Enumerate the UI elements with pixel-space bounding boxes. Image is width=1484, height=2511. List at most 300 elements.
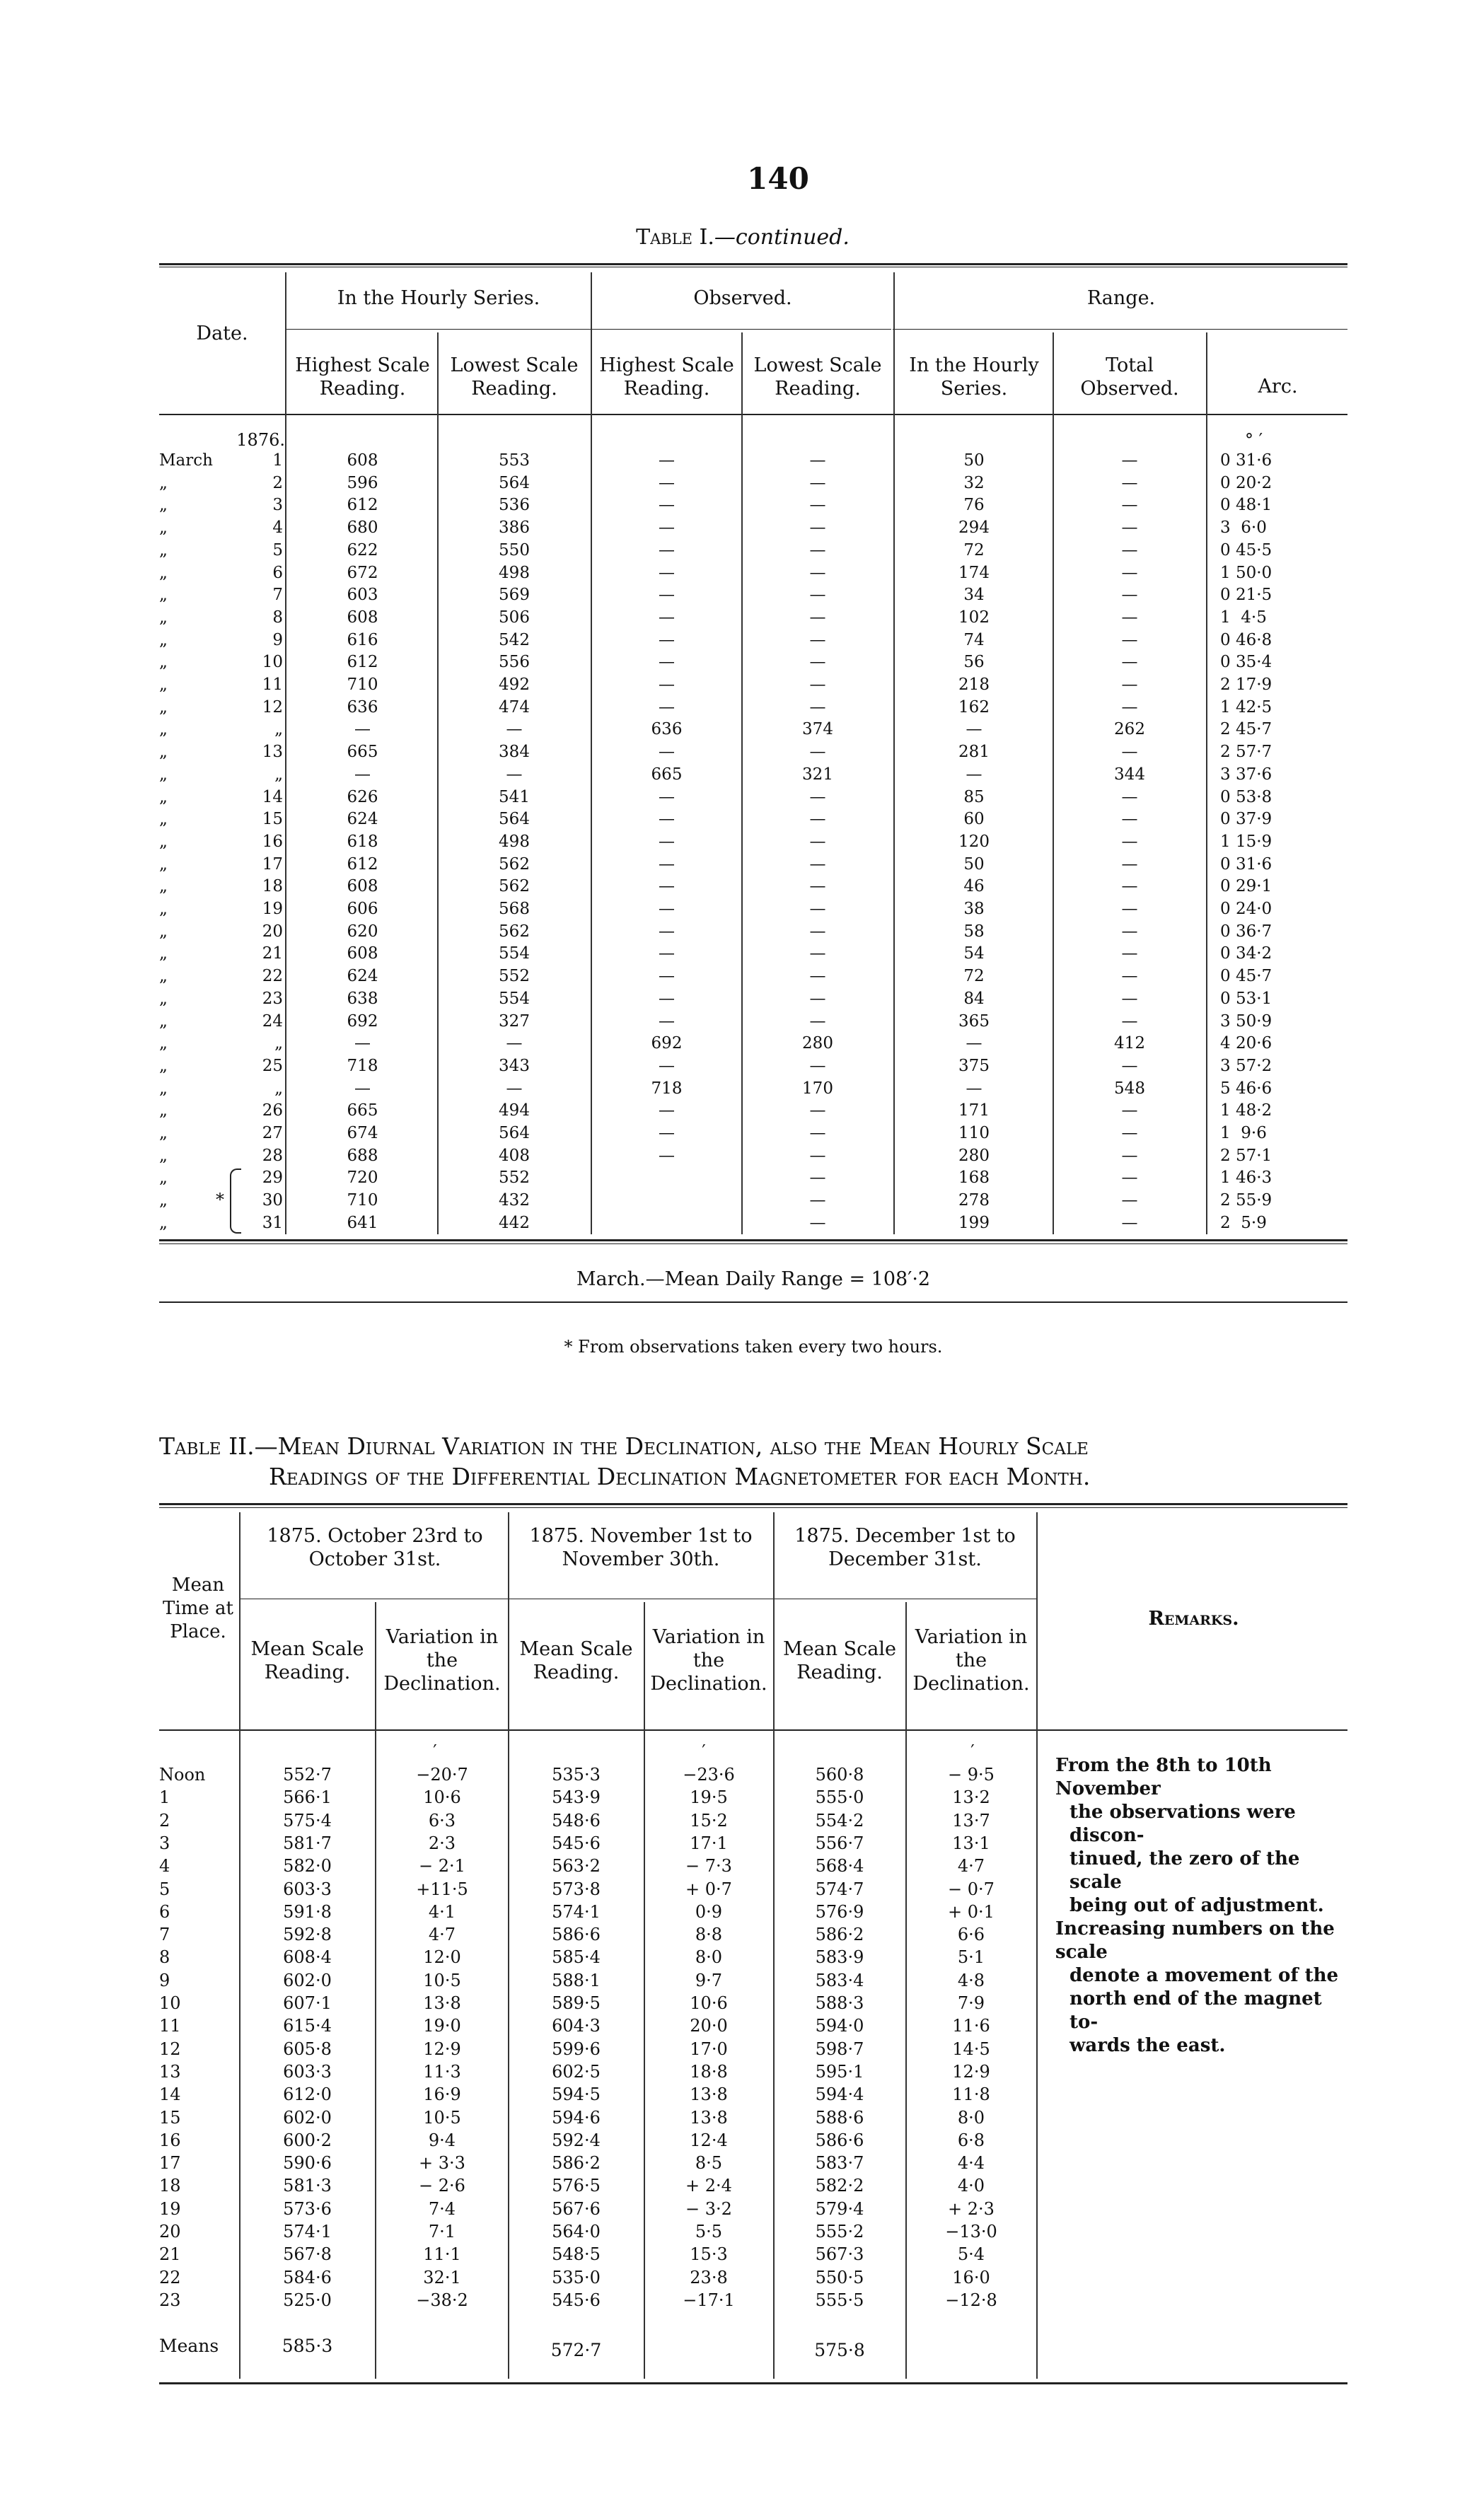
t1-cell-olow: — (809, 922, 826, 941)
t1-cell-month: „ (159, 900, 168, 918)
t1-cell-high: 710 (347, 675, 378, 694)
t1-cell-ohigh: — (659, 540, 675, 559)
table2-header-rule (159, 1729, 1347, 1731)
t2-cell-hours: 18 (159, 2176, 181, 2196)
table1-title-label: Table I. (636, 225, 714, 250)
t1-cell-olow: 374 (802, 720, 833, 739)
t1-cell-day: „ (274, 1034, 283, 1053)
table2-top-rule-thin (159, 1507, 1347, 1508)
t2-vline-7 (1036, 1512, 1038, 2379)
t2-cell-hours: 3 (159, 1833, 170, 1853)
t1-cell-ohigh: — (659, 563, 675, 582)
t1-cell-low: 498 (499, 563, 530, 582)
t2-cell-nov_var: −17·1 (683, 2290, 735, 2310)
t1-cell-olow: — (809, 1168, 826, 1188)
t2-cell-oct_scale: 590·6 (283, 2153, 332, 2174)
t1-cell-arc: 0 45·7 (1220, 967, 1273, 986)
t1-cell-low: — (506, 765, 523, 784)
remarks-line: denote a movement of the (1069, 1965, 1339, 1986)
t2-cell-dec_scale: 583·9 (815, 1947, 864, 1968)
t2-header-nov-variation: Variation in the Declination. (650, 1626, 767, 1695)
t2-cell-nov_var: 12·4 (690, 2130, 728, 2150)
t1-cell-olow: — (809, 787, 826, 806)
t2-vline-4 (644, 1602, 645, 2379)
t1-cell-olow: — (809, 743, 826, 762)
t1-cell-arc: 0 35·4 (1220, 653, 1273, 672)
t1-cell-range: 76 (963, 496, 985, 515)
t2-cell-nov_scale: 574·1 (552, 1901, 601, 1922)
table1-header-rule (159, 414, 1347, 415)
t1-cell-total: — (1121, 697, 1138, 717)
t1-cell-ohigh: — (659, 877, 675, 896)
t1-cell-arc: 2 55·9 (1220, 1191, 1273, 1210)
t1-cell-high: 608 (347, 877, 378, 896)
t1-cell-total: — (1121, 1213, 1138, 1232)
t1-cell-day: 28 (262, 1146, 283, 1165)
t1-cell-range: 60 (963, 810, 985, 829)
t2-cell-dec_scale: 598·7 (815, 2039, 864, 2059)
t2-cell-hours: 7 (159, 1925, 170, 1945)
t2-cell-oct_var: +11·5 (416, 1879, 468, 1899)
t1-cell-day: 14 (262, 787, 283, 806)
t2-cell-dec_scale: 556·7 (815, 1833, 864, 1853)
t1-cell-range: 74 (963, 630, 985, 649)
t1-cell-arc: 1 48·2 (1220, 1101, 1273, 1120)
t1-cell-low: 542 (499, 630, 530, 649)
t1-cell-low: 569 (499, 586, 530, 605)
t1-mean-line: March.—Mean Daily Range = 108′·2 (576, 1268, 931, 1290)
t1-cell-high: 622 (347, 540, 378, 559)
t2-cell-dec_var: 11·8 (952, 2084, 990, 2105)
t1-cell-total: — (1121, 473, 1138, 492)
t2-cell-oct_scale: 567·8 (283, 2244, 332, 2265)
t1-cell-ohigh: — (659, 473, 675, 492)
t1-cell-total: 344 (1114, 765, 1145, 784)
t1-cell-month: „ (159, 563, 168, 582)
t2-cell-dec_scale: 594·0 (815, 2016, 864, 2036)
t1-cell-arc: 0 37·9 (1220, 810, 1273, 829)
t2-cell-oct_var: 13·8 (423, 1993, 461, 2013)
t2-cell-oct_var: 19·0 (423, 2016, 461, 2036)
t2-cell-nov_scale: 543·9 (552, 1787, 601, 1808)
t2-vline-6 (905, 1602, 907, 2379)
t1-cell-olow: — (809, 540, 826, 559)
t1-cell-high: — (354, 1079, 371, 1098)
t2-cell-nov_scale: 599·6 (552, 2039, 601, 2059)
t2-cell-dec_var: −12·8 (945, 2290, 997, 2310)
t2-header-remarks: Remarks. (1148, 1608, 1239, 1630)
t1-cell-high: 692 (347, 1011, 378, 1031)
table1-subheader-rule (286, 329, 891, 330)
t1-cell-range: 174 (958, 563, 990, 582)
t1-cell-arc: 2 17·9 (1220, 675, 1273, 694)
t1-cell-range: 365 (958, 1011, 990, 1031)
t1-cell-day: 11 (262, 675, 283, 694)
t1-cell-month: „ (159, 1146, 168, 1165)
t1-cell-month: „ (159, 967, 168, 986)
t1-cell-olow: — (809, 1191, 826, 1210)
t1-cell-ohigh: — (659, 1011, 675, 1031)
t2-cell-dec_var: + 2·3 (948, 2198, 995, 2219)
t2-cell-nov_var: 23·8 (690, 2267, 728, 2287)
t2-cell-oct_var: 6·3 (428, 1810, 456, 1831)
t1-header-date: Date. (196, 323, 248, 344)
t1-cell-month: „ (159, 854, 168, 874)
t1-cell-day: 13 (262, 743, 283, 762)
t1-cell-day: 23 (262, 989, 283, 1008)
t2-cell-hours: 13 (159, 2061, 181, 2082)
t1-cell-range: 56 (963, 653, 985, 672)
t1-year: 1876. (236, 430, 285, 450)
t1-cell-high: 638 (347, 989, 378, 1008)
t1-cell-olow: — (809, 832, 826, 851)
t2-cell-oct_scale: 612·0 (283, 2084, 332, 2105)
t1-header-obs-lowest: Lowest Scale Reading. (753, 354, 882, 400)
t1-cell-arc: 1 15·9 (1220, 832, 1273, 851)
t2-cell-nov_var: 9·7 (695, 1970, 723, 1990)
t1-cell-range: 110 (958, 1124, 990, 1142)
table1-bottom-rule-thin (159, 1243, 1347, 1244)
t1-cell-low: 552 (499, 967, 530, 986)
t2-cell-dec_var: 4·4 (957, 2153, 985, 2174)
t1-cell-range: 85 (963, 787, 985, 806)
t2-cell-nov_scale: 604·3 (552, 2016, 601, 2036)
t1-cell-ohigh: — (659, 944, 675, 963)
t1-cell-total: — (1121, 1191, 1138, 1210)
t1-cell-high: 672 (347, 563, 378, 582)
t1-cell-ohigh: — (659, 922, 675, 941)
t1-cell-high: 620 (347, 922, 378, 941)
t2-cell-nov_var: 8·8 (695, 1925, 723, 1945)
t2-cell-oct_var: − 2·1 (419, 1856, 465, 1877)
t1-cell-month: „ (159, 1079, 168, 1098)
t2-cell-nov_scale: 563·2 (552, 1856, 601, 1877)
t2-cell-oct_var: 2·3 (428, 1833, 456, 1853)
t1-cell-arc: 0 36·7 (1220, 922, 1273, 941)
t1-cell-low: 408 (499, 1146, 530, 1165)
t2-cell-dec_var: 5·4 (957, 2244, 985, 2265)
t1-header-observed: Observed. (693, 287, 792, 309)
t1-cell-total: — (1121, 810, 1138, 829)
t1-cell-low: 564 (499, 1124, 530, 1142)
t1-cell-range: 218 (958, 675, 990, 694)
t1-vline-6 (1053, 332, 1054, 1234)
t1-cell-low: — (506, 1079, 523, 1098)
t2-cell-nov_scale: 594·6 (552, 2107, 601, 2128)
t1-cell-low: 442 (499, 1213, 530, 1232)
t1-cell-range: — (966, 1034, 982, 1053)
t2-cell-oct_scale: 581·7 (283, 1833, 332, 1853)
t1-cell-day: 25 (262, 1056, 283, 1075)
t1-cell-ohigh: 718 (651, 1079, 683, 1098)
t2-cell-nov_var: 0·9 (695, 1901, 723, 1922)
t1-cell-month: „ (159, 1034, 168, 1053)
t2-cell-oct_scale: 603·3 (283, 1879, 332, 1899)
t1-cell-range: 168 (958, 1168, 990, 1188)
t1-arc-units: ° ′ (1245, 430, 1263, 450)
t1-cell-olow: — (809, 1101, 826, 1120)
t1-cell-total: — (1121, 1011, 1138, 1031)
t1-cell-range: 72 (963, 540, 985, 559)
t1-cell-high: 720 (347, 1168, 378, 1188)
table1-subheader-rule-2 (893, 329, 1347, 330)
t1-cell-total: — (1121, 563, 1138, 582)
t2-cell-dec_scale: 586·2 (815, 1925, 864, 1945)
t1-cell-month: „ (159, 922, 168, 941)
t1-cell-total: — (1121, 630, 1138, 649)
t1-cell-low: 432 (499, 1191, 530, 1210)
t2-cell-oct_scale: 602·0 (283, 1970, 332, 1990)
t1-cell-high: 618 (347, 832, 378, 851)
t2-cell-dec_var: −13·0 (945, 2222, 997, 2242)
t2-cell-nov_scale: 592·4 (552, 2130, 601, 2150)
t1-cell-olow: — (809, 653, 826, 672)
t1-cell-month: „ (159, 697, 168, 717)
t2-cell-hours: 6 (159, 1901, 170, 1922)
t2-cell-oct_scale: 615·4 (283, 2016, 332, 2036)
t2-cell-nov_var: 5·5 (695, 2222, 723, 2242)
t1-cell-day: 12 (262, 697, 283, 717)
t2-cell-hours: 16 (159, 2130, 181, 2150)
t2-cell-dec_var: 11·6 (952, 2016, 990, 2036)
t1-cell-arc: 4 20·6 (1220, 1034, 1273, 1053)
table2-title-line1: Table II.—Mean Diurnal Variation in the Declination, also the Mean Hourly Scale (159, 1432, 1089, 1460)
t1-cell-arc: 2 57·7 (1220, 743, 1273, 762)
t1-cell-arc: 1 4·5 (1220, 608, 1267, 627)
t1-cell-arc: 1 50·0 (1220, 563, 1273, 582)
t1-cell-high: 680 (347, 518, 378, 538)
t2-cell-hours: 21 (159, 2244, 181, 2265)
t2-cell-dec_var: 14·5 (952, 2039, 990, 2059)
t1-cell-month: „ (159, 832, 168, 851)
t1-cell-arc: 5 46·6 (1220, 1079, 1273, 1098)
t2-cell-oct_var: 12·0 (423, 1947, 461, 1968)
t2-cell-nov_var: 15·3 (690, 2244, 728, 2265)
t1-cell-olow: — (809, 967, 826, 986)
t1-vline-1 (285, 272, 286, 1234)
t1-cell-olow: — (809, 944, 826, 963)
table1-footer-rule (159, 1301, 1347, 1303)
t2-cell-oct_var: 4·1 (428, 1901, 456, 1922)
t2-cell-dec_scale: 550·5 (815, 2267, 864, 2287)
t2-cell-dec_var: 12·9 (952, 2061, 990, 2082)
t1-cell-arc: 0 34·2 (1220, 944, 1273, 963)
t1-cell-low: 554 (499, 989, 530, 1008)
t1-cell-range: 199 (958, 1213, 990, 1232)
t1-cell-low: 550 (499, 540, 530, 559)
t2-minute-mark-dec: ′ (970, 1741, 975, 1761)
t2-vline-1 (239, 1512, 240, 2379)
t1-cell-day: 19 (262, 900, 283, 918)
t2-cell-hours: 12 (159, 2039, 181, 2059)
t1-cell-range: 278 (958, 1191, 990, 1210)
t1-cell-day: 31 (262, 1213, 283, 1232)
t1-cell-low: 553 (499, 451, 530, 470)
t1-cell-olow: — (809, 1213, 826, 1232)
t2-cell-hours: 2 (159, 1810, 170, 1831)
t1-cell-day: „ (274, 1079, 283, 1098)
t1-header-total-observed: Total Observed. (1080, 354, 1179, 400)
t1-cell-total: — (1121, 877, 1138, 896)
t1-cell-olow: — (809, 675, 826, 694)
t1-footnote: * From observations taken every two hours. (564, 1337, 943, 1357)
t1-cell-olow: — (809, 586, 826, 605)
t1-cell-day: „ (274, 720, 283, 739)
t1-vline-2 (437, 332, 439, 1234)
t1-cell-month: „ (159, 1213, 168, 1232)
t1-cell-high: 612 (347, 496, 378, 515)
t1-cell-arc: 1 9·6 (1220, 1124, 1267, 1142)
t1-vline-3 (591, 272, 592, 1234)
t1-cell-arc: 0 31·6 (1220, 854, 1273, 874)
t2-cell-nov_var: 20·0 (690, 2016, 728, 2036)
t1-cell-olow: — (809, 608, 826, 627)
t1-cell-day: 26 (262, 1101, 283, 1120)
t1-cell-ohigh: — (659, 1101, 675, 1120)
t1-cell-high: 636 (347, 697, 378, 717)
t2-cell-nov_var: 8·5 (695, 2153, 723, 2174)
t1-cell-ohigh: — (659, 832, 675, 851)
t1-cell-month: „ (159, 944, 168, 963)
t1-cell-arc: 0 48·1 (1220, 496, 1273, 515)
t2-cell-oct_scale: 573·6 (283, 2198, 332, 2219)
t1-cell-month: „ (159, 1056, 168, 1075)
t2-header-oct-scale: Mean Scale Reading. (250, 1638, 364, 1683)
t1-cell-range: 162 (958, 697, 990, 717)
t2-cell-nov_var: 15·2 (690, 1810, 728, 1831)
t1-cell-day: 20 (262, 922, 283, 941)
t1-cell-high: — (354, 1034, 371, 1053)
t1-bracket-mark: * (216, 1190, 224, 1210)
t2-cell-nov_scale: 545·6 (552, 1833, 601, 1853)
t1-cell-total: — (1121, 743, 1138, 762)
t2-cell-dec_scale: 555·5 (815, 2290, 864, 2310)
t1-cell-range: 34 (963, 586, 985, 605)
t1-cell-olow: 321 (802, 765, 833, 784)
t2-cell-nov_var: + 2·4 (685, 2176, 732, 2196)
t1-cell-olow: — (809, 1146, 826, 1165)
t1-cell-high: 665 (347, 1101, 378, 1120)
t1-cell-olow: 170 (802, 1079, 833, 1098)
t2-header-nov: 1875. November 1st to November 30th. (529, 1525, 753, 1570)
t1-cell-day: 5 (272, 540, 283, 559)
t2-header-dec: 1875. December 1st to December 31st. (794, 1525, 1016, 1570)
t1-cell-range: — (966, 720, 982, 739)
table2-bottom-rule (159, 2382, 1347, 2384)
t1-cell-range: 294 (958, 518, 990, 538)
t1-cell-high: 612 (347, 653, 378, 672)
t1-cell-day: 21 (262, 944, 283, 963)
t1-cell-day: 16 (262, 832, 283, 851)
t2-cell-dec_var: 16·0 (952, 2267, 990, 2287)
t1-cell-range: 58 (963, 922, 985, 941)
t2-header-dec-variation: Variation in the Declination. (912, 1626, 1030, 1695)
t2-cell-dec_scale: 555·0 (815, 1787, 864, 1808)
t2-cell-dec_scale: 579·4 (815, 2198, 864, 2219)
t2-cell-oct_scale: 582·0 (283, 1856, 332, 1877)
table2-top-rule (159, 1503, 1347, 1505)
t2-cell-nov_scale: 564·0 (552, 2222, 601, 2242)
t1-cell-ohigh: — (659, 989, 675, 1008)
t2-cell-dec_scale: 586·6 (815, 2130, 864, 2150)
t1-cell-total: — (1121, 922, 1138, 941)
t2-cell-oct_var: 7·4 (428, 2198, 456, 2219)
t2-cell-nov_scale: 602·5 (552, 2061, 601, 2082)
t2-cell-dec_var: 4·7 (957, 1856, 985, 1877)
t1-cell-ohigh: 636 (651, 720, 683, 739)
t1-cell-high: 688 (347, 1146, 378, 1165)
t2-cell-oct_scale: 602·0 (283, 2107, 332, 2128)
t1-cell-olow: — (809, 877, 826, 896)
t1-cell-total: — (1121, 1124, 1138, 1142)
t1-cell-range: 46 (963, 877, 985, 896)
t1-cell-olow: — (809, 1056, 826, 1075)
t1-cell-month: „ (159, 675, 168, 694)
t1-cell-high: 718 (347, 1056, 378, 1075)
t2-means-label: Means (159, 2336, 219, 2356)
t2-cell-dec_scale: 594·4 (815, 2084, 864, 2105)
t2-cell-nov_scale: 548·6 (552, 1810, 601, 1831)
t2-cell-hours: 14 (159, 2084, 181, 2105)
t1-cell-day: 3 (272, 496, 283, 515)
t2-header-nov-scale: Mean Scale Reading. (519, 1638, 633, 1683)
t1-cell-day: 29 (262, 1168, 283, 1188)
t1-cell-low: 562 (499, 877, 530, 896)
t1-cell-total: 548 (1114, 1079, 1145, 1098)
t2-cell-dec_var: 4·0 (957, 2176, 985, 2196)
t2-cell-oct_var: + 3·3 (419, 2153, 465, 2174)
t1-header-in-hourly: In the Hourly Series. (909, 354, 1039, 400)
t2-cell-oct_var: 32·1 (423, 2267, 461, 2287)
t1-cell-total: — (1121, 967, 1138, 986)
t2-cell-dec_scale: 576·9 (815, 1901, 864, 1922)
t1-cell-month: „ (159, 1101, 168, 1120)
t1-cell-arc: 1 46·3 (1220, 1168, 1273, 1188)
t2-cell-dec_var: 6·6 (957, 1925, 985, 1945)
t1-cell-high: 608 (347, 451, 378, 470)
t1-cell-arc: 0 21·5 (1220, 586, 1273, 605)
t1-cell-month: „ (159, 473, 168, 492)
t1-cell-low: 568 (499, 900, 530, 918)
t1-cell-range: 38 (963, 900, 985, 918)
t1-cell-olow: — (809, 563, 826, 582)
remarks-line: being out of adjustment. (1069, 1895, 1324, 1916)
t2-cell-hours: 8 (159, 1947, 170, 1968)
t1-cell-low: 552 (499, 1168, 530, 1188)
t1-cell-range: — (966, 1079, 982, 1098)
t2-cell-dec_var: 6·8 (957, 2130, 985, 2150)
t1-cell-high: 603 (347, 586, 378, 605)
t1-vline-5 (893, 272, 895, 1234)
t1-cell-olow: — (809, 989, 826, 1008)
t1-cell-total: — (1121, 1056, 1138, 1075)
t2-cell-dec_var: − 0·7 (948, 1879, 995, 1899)
t1-cell-range: 102 (958, 608, 990, 627)
t1-cell-day: 22 (262, 967, 283, 986)
t1-cell-range: 72 (963, 967, 985, 986)
t1-vline-7 (1206, 332, 1207, 1234)
t2-header-oct: 1875. October 23rd to October 31st. (267, 1525, 483, 1570)
t2-header-mean-time: Mean Time at Place. (163, 1575, 233, 1642)
t2-cell-dec_var: 8·0 (957, 2107, 985, 2128)
remarks-line: the observations were discon- (1069, 1802, 1296, 1846)
t1-cell-high: — (354, 765, 371, 784)
t1-cell-range: — (966, 765, 982, 784)
t1-cell-high: 626 (347, 787, 378, 806)
t2-cell-nov_var: −23·6 (683, 1765, 735, 1785)
t2-cell-hours: 11 (159, 2016, 181, 2036)
t1-cell-arc: 3 37·6 (1220, 765, 1273, 784)
